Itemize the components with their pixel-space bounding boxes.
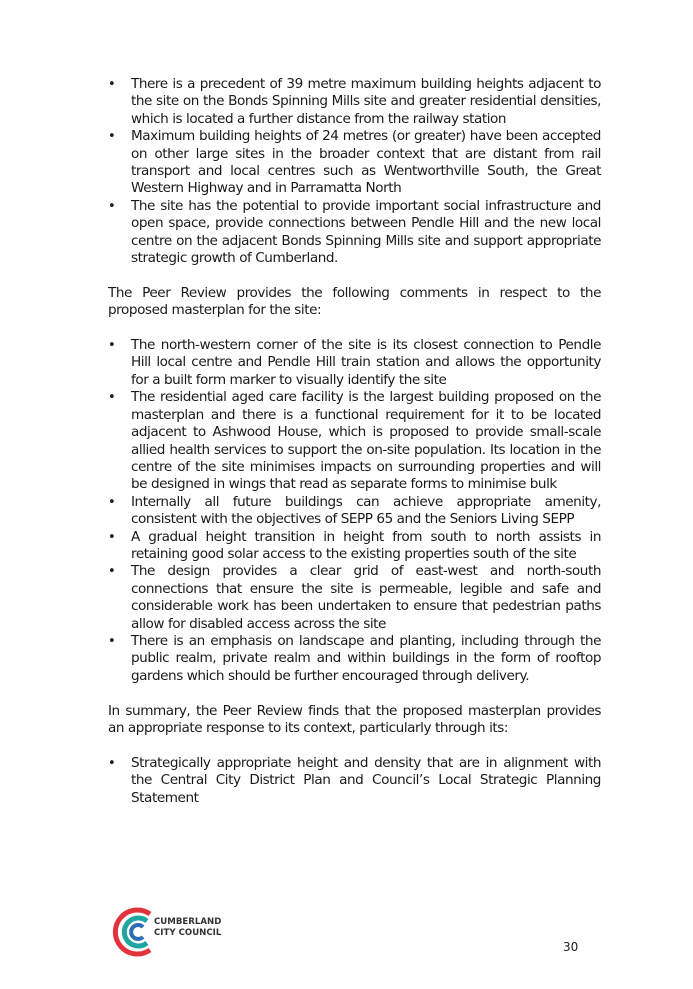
paragraph-peer-review-intro: The Peer Review provides the following comments in respect to the proposed masterplan for the site:	[108, 284, 601, 319]
logo-teal-arc	[124, 918, 147, 946]
bullet-list-masterplan-comments	[108, 337, 601, 685]
list-item: • Strategically appropriate height and density that are in alignment with the Central City District Plan and Council’s Local Strategic Planning Statement	[108, 755, 601, 807]
list-item: • There is an emphasis on landscape and planting, including through the public realm, private realm and within buildings in the form of rooftop gardens which should be further encouraged through delivery.	[108, 633, 601, 685]
list-item: • The north-western corner of the site is its closest connection to Pendle Hill local centre and Pendle Hill train station and allows the opportunity for a built form marker to visually identify the site	[108, 337, 601, 389]
logo-line1: CUMBERLAND	[154, 917, 222, 927]
logo-wordmark	[154, 917, 221, 939]
paragraph-summary: In summary, the Peer Review finds that the proposed masterplan provides an appropriate response to its context, particularly through its:	[108, 702, 601, 736]
list-item: • The site has the potential to provide important social infrastructure and open space, provide connections between Pendle Hill and the new local centre on the adjacent Bonds Spinning Mills site and support appropriate strategic growth of Cumberland.	[108, 198, 601, 268]
list-item: • The design provides a clear grid of east-west and north-south connections that ensure the site is permeable, legible and safe and considerable work has been undertaken to ensure that pedestrian paths allow for disabled access across the site	[108, 563, 601, 633]
list-item: • There is a precedent of 39 metre maximum building heights adjacent to the site on the Bonds Spinning Mills site and greater residential densities, which is located a further distance from the railway station	[108, 76, 601, 128]
logo-line2: CITY COUNCIL	[154, 928, 222, 938]
page-number: 30	[563, 940, 579, 954]
bullet-list-context	[108, 76, 601, 267]
bullet-list-summary	[108, 755, 601, 807]
list-item: • A gradual height transition in height from south to north assists in retaining good solar access to the existing properties south of the site	[108, 529, 601, 564]
logo-blue-arc	[131, 925, 143, 939]
page-content	[108, 76, 601, 807]
list-item: • Internally all future buildings can achieve appropriate amenity, consistent with the objectives of SEPP 65 and the Seniors Living SEPP	[108, 494, 601, 529]
list-item: • Maximum building heights of 24 metres (or greater) have been accepted on other large sites in the broader context that are distant from rail transport and local centres such as Wentworthville South, the Great Western Highway and in Parramatta North	[108, 128, 601, 198]
list-item: • The residential aged care facility is the largest building proposed on the masterplan and there is a functional requirement for it to be located adjacent to Ashwood House, which is proposed to provide small-scale allied health services to support the on-site population. Its location in the centre of the site minimises impacts on surrounding properties and will be designed in wings that read as separate forms to minimise bulk	[108, 389, 601, 493]
